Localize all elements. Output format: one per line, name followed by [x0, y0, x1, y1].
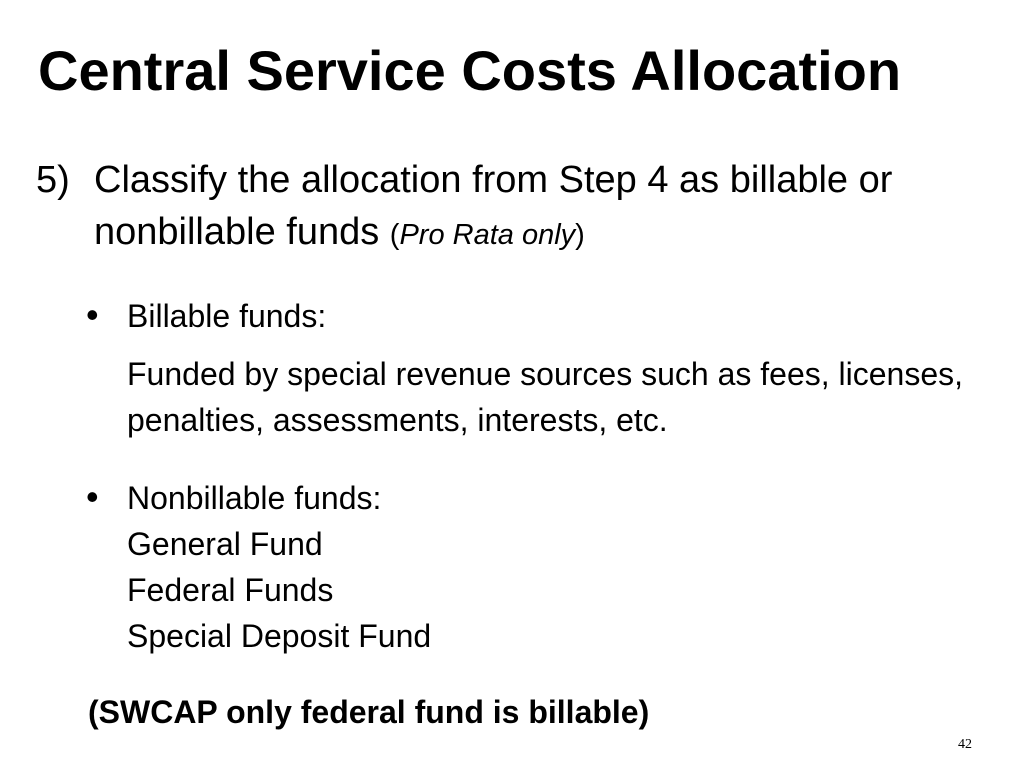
- bullet-heading: Billable funds:: [127, 298, 327, 334]
- step-note: Pro Rata only: [399, 219, 576, 251]
- fund-item: Special Deposit Fund: [127, 618, 432, 654]
- bullet-body: [127, 293, 1017, 443]
- bullet-dot-icon: •: [86, 294, 99, 335]
- footnote: (SWCAP only federal fund is billable): [88, 694, 650, 730]
- fund-item: Federal Funds: [127, 572, 334, 608]
- fund-item: General Fund: [127, 526, 323, 562]
- bullet-dot-icon: •: [86, 476, 99, 517]
- step-number: 5): [36, 159, 70, 201]
- bullet-heading: Nonbillable funds:: [127, 480, 382, 516]
- bullet-description: Funded by special revenue sources such as fees, licenses, penalties, assessments, interests, etc.: [127, 356, 964, 438]
- step-main-text: Classify the allocation from Step 4 as billable or nonbillable funds: [94, 159, 893, 253]
- step-note-open-paren: (: [389, 219, 400, 251]
- step-text: [94, 154, 1014, 261]
- page-number: 42: [958, 737, 972, 752]
- step-note-close-paren: ): [575, 219, 585, 251]
- slide-title: Central Service Costs Allocation: [38, 39, 902, 102]
- bullet-body: [127, 475, 1017, 659]
